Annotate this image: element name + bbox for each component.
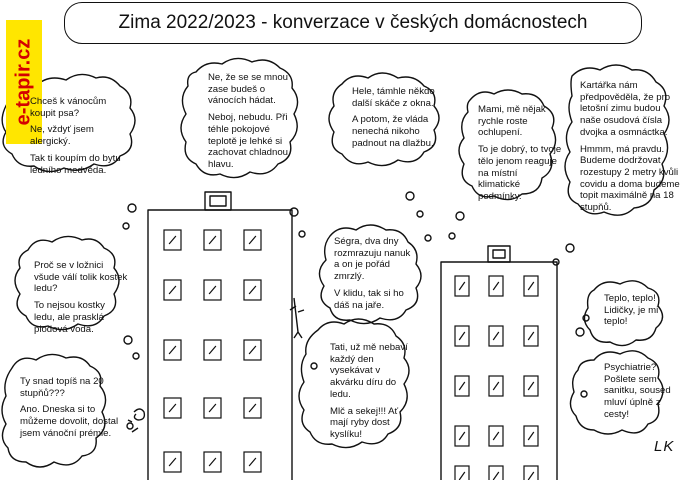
bubble-line: A potom, že vláda nenechá nikoho padnout na dlažbu. xyxy=(352,114,434,149)
right-building xyxy=(441,262,557,480)
bubble-line: Kartářka nám předpověděla, že pro letošní zimu budou naše osudová čísla dvojka a osmnáctka. xyxy=(580,80,671,138)
bubble-line: Proč se v ložnici všude válí tolik kostek ledu? xyxy=(34,260,128,295)
window-glare xyxy=(493,332,499,340)
window-glare xyxy=(209,458,216,466)
window-glare xyxy=(459,432,465,440)
comic-title: Zima 2022/2023 - konverzace v českých domácnostech xyxy=(64,2,642,44)
bubble-line: Ano. Dneska si to můžeme dovolit, dostal jsem vánoční prémie. xyxy=(20,404,119,439)
window-glare xyxy=(249,236,256,244)
signature: LK xyxy=(654,438,675,455)
window-glare xyxy=(209,346,216,354)
bubble-fur xyxy=(478,104,562,203)
bubble-line: Psychiatrie? Pošlete sem sanitku, soused mluví úplně z cesty! xyxy=(604,362,671,420)
bubble-warm xyxy=(604,293,680,328)
window-glare xyxy=(493,382,499,390)
window-glare xyxy=(249,458,256,466)
brand-label: e-tapir.cz xyxy=(12,38,35,126)
bubble-line: Chceš k vánocům koupit psa? xyxy=(30,96,107,119)
window-glare xyxy=(528,472,534,480)
bubble-line: Neboj, nebudu. Při téhle pokojové teplotě je lehké si zachovat chladnou hlavu. xyxy=(208,112,289,170)
window-glare xyxy=(493,282,499,290)
window-glare xyxy=(169,346,176,354)
bubble-aquarium xyxy=(330,342,416,441)
bubble-line: Hmmm, má pravdu. Budeme dodržovat rozestupy 2 metry kvůli covidu a doma budeme topit maximálně na 18 stupňů. xyxy=(580,143,680,214)
window-glare xyxy=(209,404,216,412)
bubble-line: V klidu, tak si ho dáš na jaře. xyxy=(334,287,404,311)
bubble-line: Ne, vždyť jsem alergický. xyxy=(30,124,94,148)
bubble-line: Mlč a sekej!!! Ať mají ryby dost kyslíku! xyxy=(330,405,399,440)
window-glare xyxy=(169,458,176,466)
window-glare xyxy=(459,332,465,340)
bubble-icecream xyxy=(334,236,418,311)
window-glare xyxy=(249,346,256,354)
window-glare xyxy=(528,432,534,440)
bubble-line: Mami, mě nějak rychle roste ochlupení. xyxy=(478,104,546,139)
window-glare xyxy=(459,472,465,480)
window-glare xyxy=(528,332,534,340)
window-glare xyxy=(459,282,465,290)
bubble-line: Ty snad topíš na 20 stupňů??? xyxy=(20,376,104,399)
window-glare xyxy=(209,286,216,294)
bubble-christmas xyxy=(208,72,298,171)
building-window xyxy=(489,466,503,480)
bubble-line: To nejsou kostky ledu, ale prasklá plodová voda. xyxy=(34,300,105,335)
bubble-dog xyxy=(30,96,128,176)
bubble-line: Tati, už mě nebaví každý den vysekávat v akvárku díru do ledu. xyxy=(330,342,408,400)
bubble-line: Teplo, teplo! Lidičky, je mi teplo! xyxy=(604,293,659,328)
window-glare xyxy=(528,382,534,390)
window-glare xyxy=(249,286,256,294)
bubble-line: Hele, támhle někdo další skáče z okna. xyxy=(352,86,435,109)
window-glare xyxy=(459,382,465,390)
bubble-line: To je dobrý, to tvoje tělo jenom reaguje na místní klimatické podmínky. xyxy=(478,144,562,202)
window-glare xyxy=(249,404,256,412)
bubble-window xyxy=(352,86,448,150)
window-glare xyxy=(169,236,176,244)
building-window xyxy=(455,466,469,480)
window-glare xyxy=(528,282,534,290)
window-glare xyxy=(493,432,499,440)
window-glare xyxy=(169,286,176,294)
bubble-fortune xyxy=(580,80,680,214)
bubble-line: Tak ti koupím do bytu ledního medvěda. xyxy=(30,152,121,176)
window-glare xyxy=(209,236,216,244)
bubble-line: Ne, že se se mnou zase budeš o vánocích hádat. xyxy=(208,72,288,107)
bubble-line: Ségra, dva dny rozmrazuju nanuk a on je pořád zmrzlý. xyxy=(334,236,411,283)
window-glare xyxy=(169,404,176,412)
window-glare xyxy=(493,472,499,480)
building-window xyxy=(524,466,538,480)
bubble-heating xyxy=(20,376,122,440)
bubble-ice xyxy=(34,260,128,335)
bubble-psychiatry xyxy=(604,362,680,421)
